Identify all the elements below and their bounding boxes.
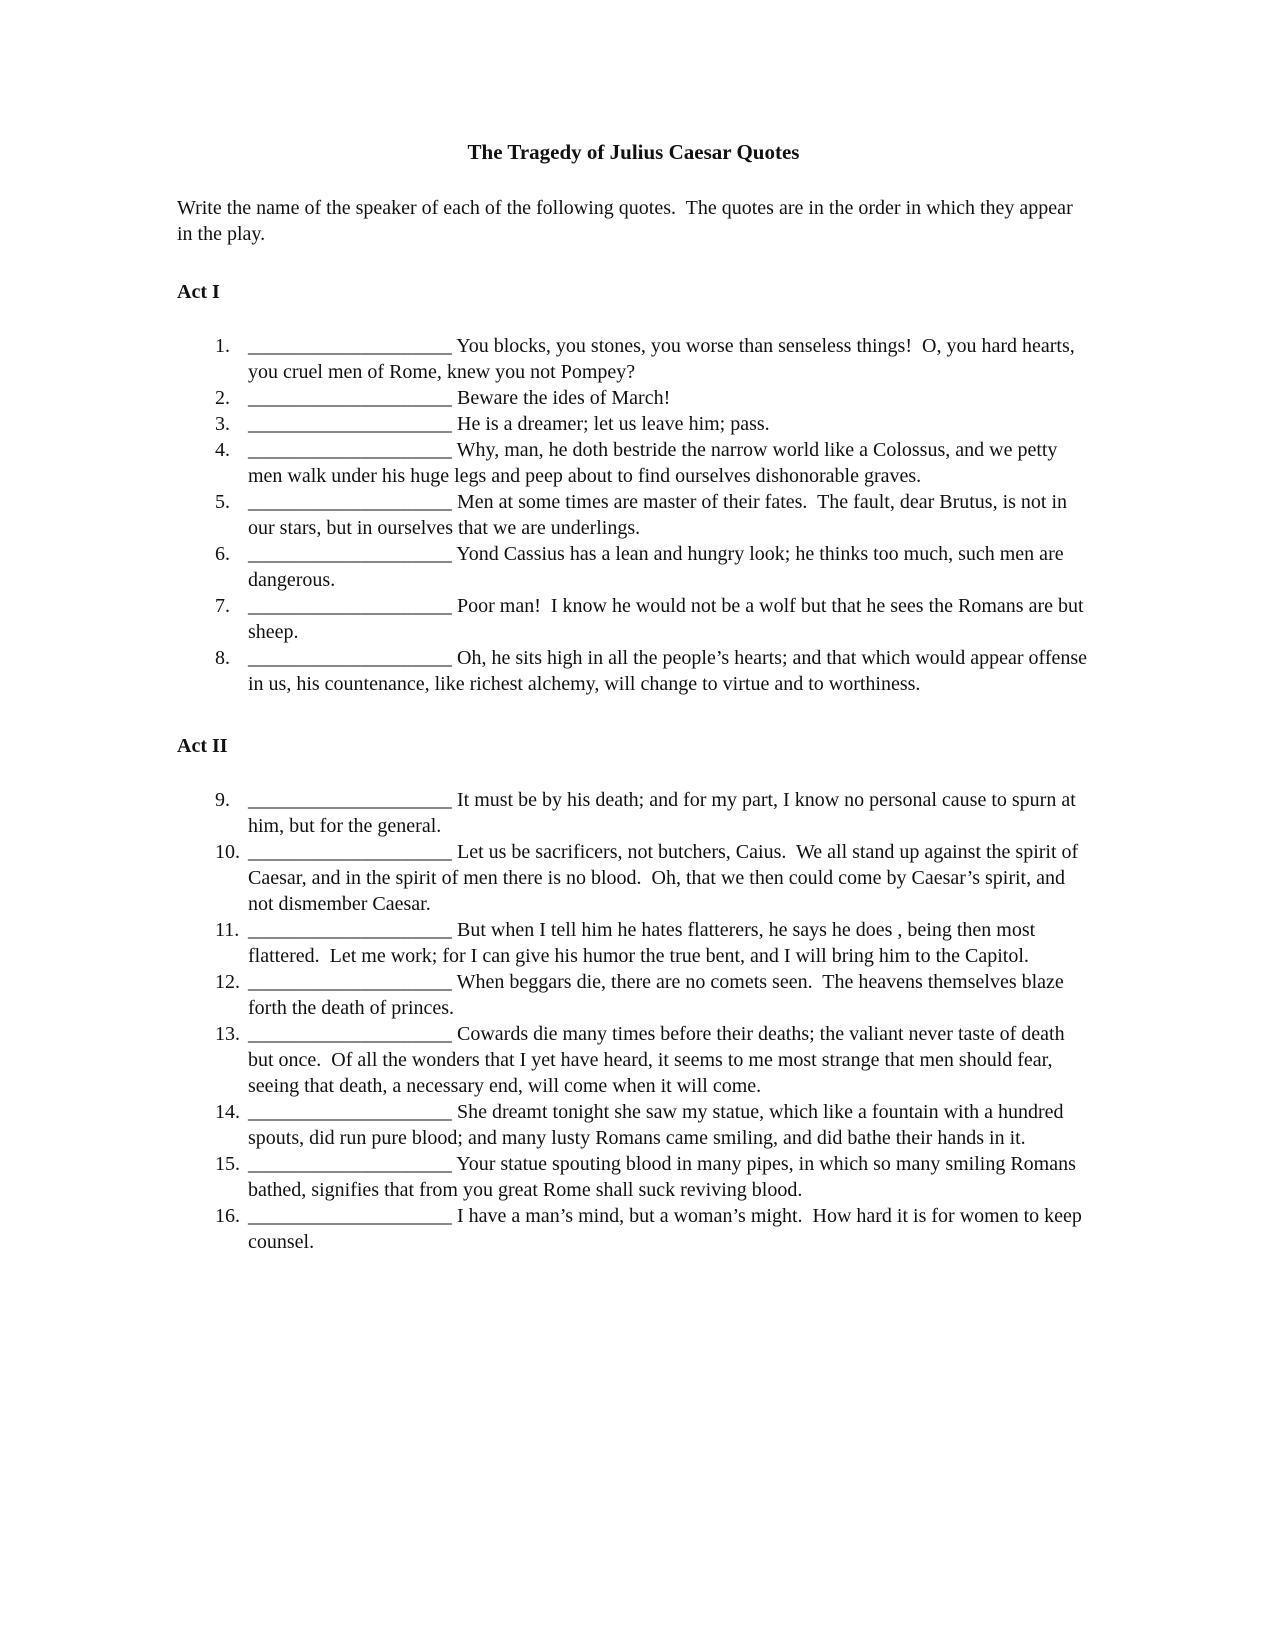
quote-item [215, 645, 1093, 697]
speaker-blank: ____________________ [248, 971, 452, 993]
quote-number: 13. [215, 1023, 240, 1045]
quote-text: Your statue spouting blood in many pipes, in which so many smiling Romans bathed, signifies that from you great Rome shall suck reviving blood. [248, 1153, 1081, 1201]
quote-item [215, 411, 1090, 437]
quote-list-act-2 [177, 787, 1090, 1255]
quote-number: 16. [215, 1205, 240, 1227]
quote-text: It must be by his death; and for my part, I know no personal cause to spurn at him, but for the general. [248, 789, 1081, 837]
quote-text: But when I tell him he hates flatterers, he says he does , being then most flattered. Let me work; for I can give his humor the true bent, and I will bring him to the Capitol. [248, 919, 1041, 967]
quote-text: She dreamt tonight she saw my statue, which like a fountain with a hundred spouts, did run pure blood; and many lusty Romans came smiling, and did bathe their hands in it. [248, 1101, 1069, 1149]
quote-number: 11. [215, 919, 240, 941]
quote-text: You blocks, you stones, you worse than senseless things! O, you hard hearts, you cruel men of Rome, knew you not Pompey? [248, 335, 1080, 383]
quote-item [215, 489, 1090, 541]
quote-number: 3. [215, 413, 230, 435]
speaker-blank: ____________________ [248, 789, 452, 811]
quote-number: 8. [215, 647, 230, 669]
quote-item [215, 1021, 1090, 1099]
quote-number: 2. [215, 387, 230, 409]
quote-number: 6. [215, 543, 230, 565]
quote-number: 10. [215, 841, 240, 863]
speaker-blank: ____________________ [248, 841, 452, 863]
speaker-blank: ____________________ [248, 1023, 452, 1045]
quote-number: 9. [215, 789, 230, 811]
quote-number: 1. [215, 335, 230, 357]
speaker-blank: ____________________ [248, 387, 452, 409]
quote-item [215, 593, 1090, 645]
quote-item [215, 437, 1090, 489]
quote-number: 5. [215, 491, 230, 513]
quote-item [215, 333, 1090, 385]
speaker-blank: ____________________ [248, 1153, 452, 1175]
speaker-blank: ____________________ [248, 919, 452, 941]
quote-item [215, 787, 1090, 839]
quote-number: 4. [215, 439, 230, 461]
quote-text: Why, man, he doth bestride the narrow world like a Colossus, and we petty men walk under his huge legs and peep about to find ourselves dishonorable graves. [248, 439, 1063, 487]
section-heading-act-1: Act I [177, 281, 220, 303]
section-heading-act-2: Act II [177, 735, 228, 757]
speaker-blank: ____________________ [248, 335, 452, 357]
intro-paragraph: Write the name of the speaker of each of the following quotes. The quotes are in the order in which they appear in the play. [177, 197, 1078, 245]
document-title: The Tragedy of Julius Caesar Quotes [467, 140, 800, 164]
speaker-blank: ____________________ [248, 439, 452, 461]
quote-text: Oh, he sits high in all the people’s hearts; and that which would appear offense in us, his countenance, like richest alchemy, will change to virtue and to worthiness. [248, 647, 1093, 695]
quote-item [215, 385, 1090, 411]
quote-number: 15. [215, 1153, 240, 1175]
quote-text: He is a dreamer; let us leave him; pass. [457, 413, 770, 435]
quote-text: Yond Cassius has a lean and hungry look; he thinks too much, such men are dangerous. [248, 543, 1069, 591]
quote-number: 12. [215, 971, 240, 993]
speaker-blank: ____________________ [248, 413, 452, 435]
speaker-blank: ____________________ [248, 595, 452, 617]
quote-item [215, 1099, 1090, 1151]
quote-item [215, 969, 1090, 1021]
quote-text: Men at some times are master of their fates. The fault, dear Brutus, is not in our stars, but in ourselves that we are underlings. [248, 491, 1073, 539]
quote-item [215, 1151, 1090, 1203]
speaker-blank: ____________________ [248, 647, 452, 669]
quote-text: I have a man’s mind, but a woman’s might. How hard it is for women to keep counsel. [248, 1205, 1087, 1253]
quote-number: 7. [215, 595, 230, 617]
speaker-blank: ____________________ [248, 1205, 452, 1227]
quote-list-act-1 [177, 333, 1093, 697]
quote-text: Poor man! I know he would not be a wolf but that he sees the Romans are but sheep. [248, 595, 1089, 643]
speaker-blank: ____________________ [248, 1101, 452, 1123]
quote-text: When beggars die, there are no comets seen. The heavens themselves blaze forth the death of princes. [248, 971, 1069, 1019]
quote-text: Cowards die many times before their deaths; the valiant never taste of death but once. Of all the wonders that I yet have heard, it seems to me most strange that men should fear, seeing that death, a necessary end, will come when it will come. [248, 1023, 1070, 1097]
speaker-blank: ____________________ [248, 491, 452, 513]
quote-item [215, 541, 1090, 593]
speaker-blank: ____________________ [248, 543, 452, 565]
quote-item [215, 1203, 1090, 1255]
quote-text: Beware the ides of March! [457, 387, 671, 409]
quote-item [215, 917, 1090, 969]
quote-item [215, 839, 1090, 917]
quote-number: 14. [215, 1101, 240, 1123]
quote-text: Let us be sacrificers, not butchers, Caius. We all stand up against the spirit of Caesar, and in the spirit of men there is no blood. Oh, that we then could come by Caesar’s spirit, and not dismember Caesar. [248, 841, 1084, 915]
